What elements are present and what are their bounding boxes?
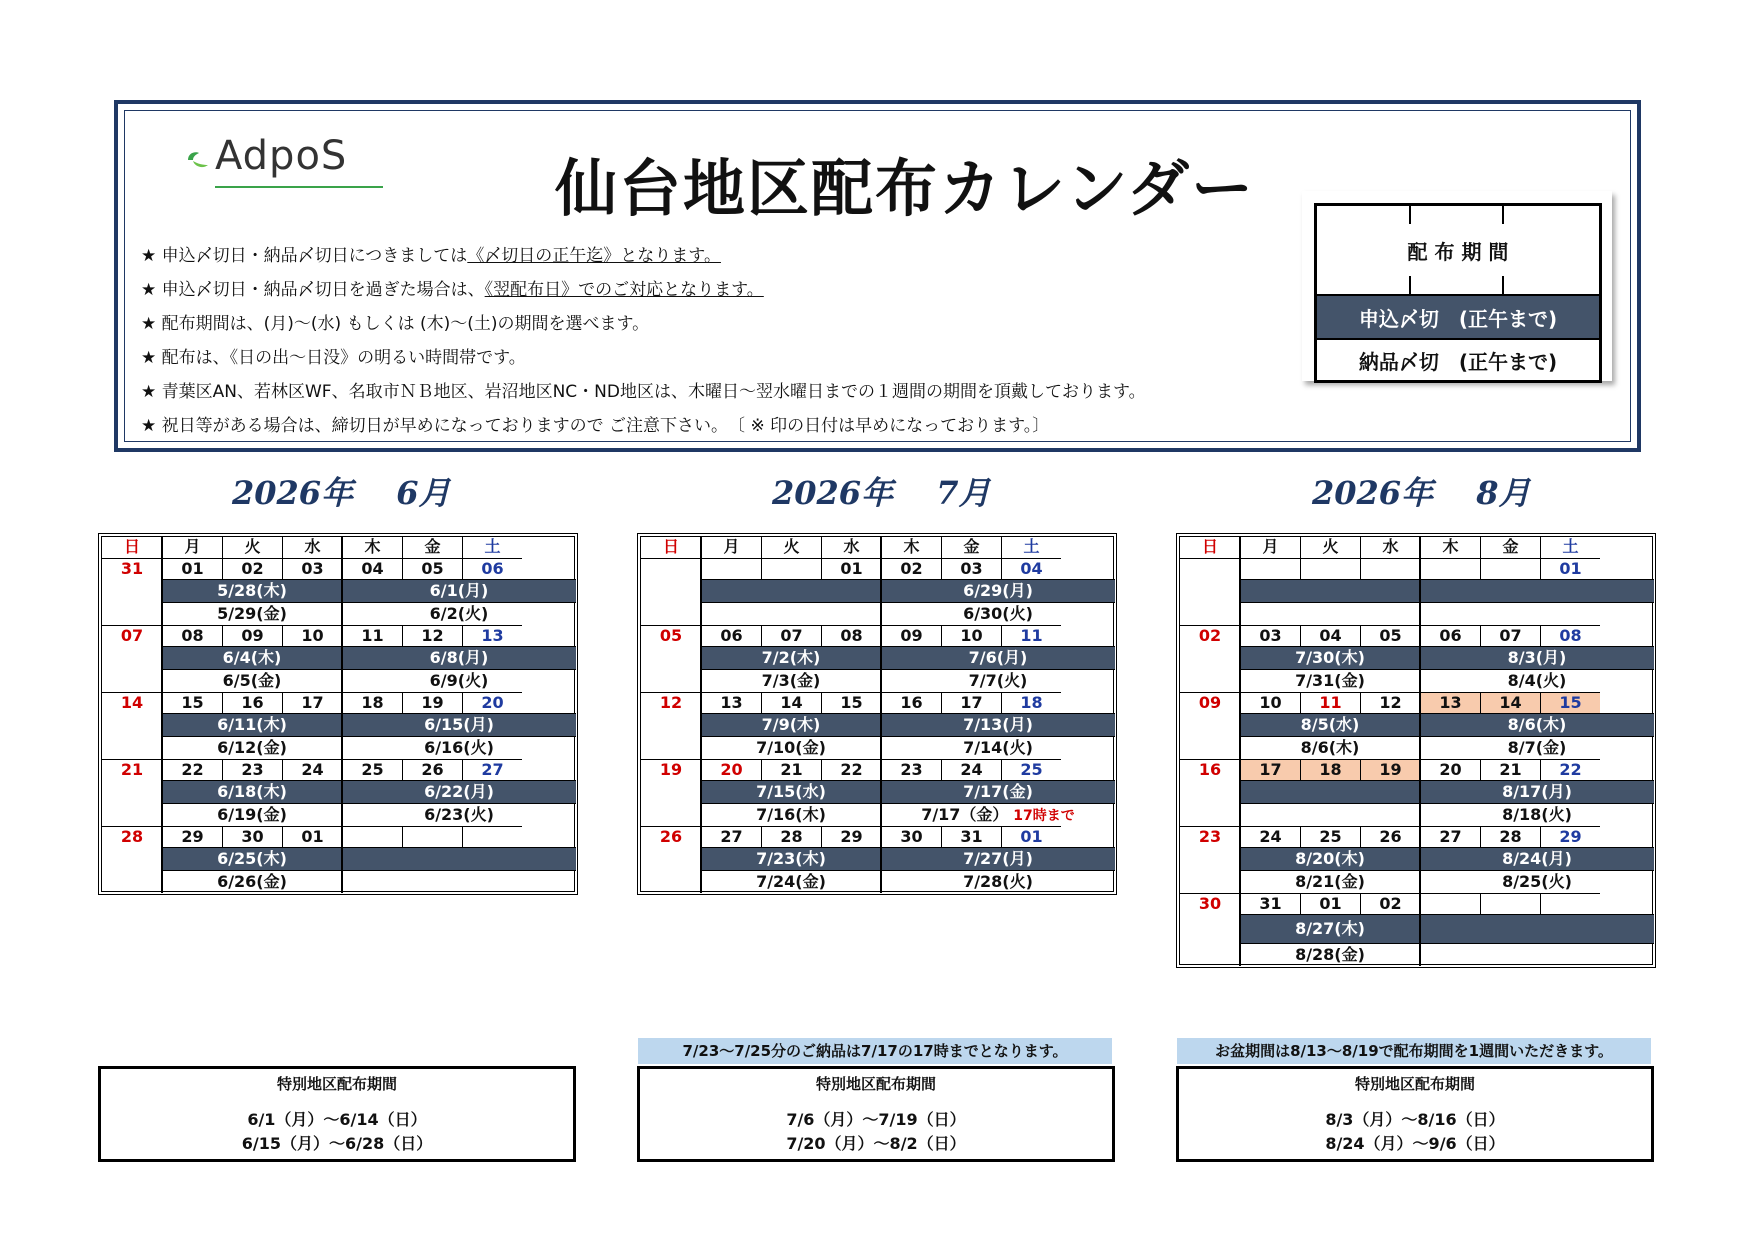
sunday-cell bbox=[641, 625, 701, 692]
day-cell: 10 bbox=[1240, 692, 1300, 713]
day-cell: 14 bbox=[1480, 692, 1540, 713]
day-cell: 10 bbox=[282, 625, 342, 646]
weekday-cell: 水 bbox=[821, 537, 881, 558]
day-cell: 16 bbox=[222, 692, 282, 713]
delivery-deadline-cell: 6/19(金) bbox=[162, 803, 342, 826]
weekday-header bbox=[1180, 537, 1652, 558]
apply-deadline-band: 6/29(月) bbox=[881, 579, 1115, 602]
day-cell: 07 bbox=[1480, 625, 1540, 646]
weekday-cell: 木 bbox=[1420, 537, 1480, 558]
legend-box bbox=[1302, 191, 1612, 381]
day-cell: 25 bbox=[1300, 826, 1360, 847]
weekday-cell: 金 bbox=[1480, 537, 1540, 558]
day-cell: 19 bbox=[402, 692, 462, 713]
day-cell: 26 bbox=[402, 759, 462, 780]
apply-deadline-band: 6/18(木) bbox=[162, 780, 342, 803]
day-cell: 26 bbox=[1360, 826, 1420, 847]
weekday-cell: 水 bbox=[282, 537, 342, 558]
weekday-cell: 金 bbox=[941, 537, 1001, 558]
calendar-july bbox=[637, 533, 1117, 895]
calendar-june bbox=[98, 533, 578, 895]
day-cell: 11 bbox=[1001, 625, 1061, 646]
delivery-deadline-cell: 8/21(金) bbox=[1240, 870, 1420, 893]
apply-deadline-band: 6/15(月) bbox=[342, 713, 576, 736]
column-divider bbox=[1419, 537, 1421, 966]
delivery-deadline-cell: 7/14(火) bbox=[881, 736, 1115, 759]
leaf-logo-icon bbox=[185, 147, 211, 173]
delivery-deadline-cell: 8/4(火) bbox=[1420, 669, 1654, 692]
day-cell: 31 bbox=[1240, 893, 1300, 914]
legend-deliver-deadline: 納品〆切 (正午まで) bbox=[1358, 349, 1558, 374]
apply-deadline-band: 6/1(月) bbox=[342, 579, 576, 602]
day-cell: 18 bbox=[342, 692, 402, 713]
day-cell bbox=[462, 826, 522, 847]
day-cell bbox=[342, 826, 402, 847]
delivery-deadline-cell: 8/28(金) bbox=[1240, 943, 1420, 966]
calendar-grid bbox=[101, 536, 575, 892]
apply-deadline-band bbox=[1240, 579, 1420, 602]
delivery-deadline-cell: 8/6(木) bbox=[1240, 736, 1420, 759]
day-number: 02 bbox=[1198, 626, 1222, 645]
day-number: 23 bbox=[1198, 827, 1222, 846]
column-divider bbox=[161, 537, 163, 893]
weekday-header bbox=[102, 537, 574, 558]
day-cell: 25 bbox=[342, 759, 402, 780]
delivery-deadline-cell: 7/16(木) bbox=[701, 803, 881, 826]
day-number: 31 bbox=[120, 559, 144, 578]
day-cell bbox=[1360, 558, 1420, 579]
day-cell: 25 bbox=[1001, 759, 1061, 780]
apply-deadline-band: 5/28(木) bbox=[162, 579, 342, 602]
day-cell bbox=[1240, 558, 1300, 579]
apply-deadline-band: 7/13(月) bbox=[881, 713, 1115, 736]
delivery-deadline-cell: 5/29(金) bbox=[162, 602, 342, 625]
day-cell: 17 bbox=[282, 692, 342, 713]
weekday-cell: 土 bbox=[462, 537, 522, 558]
day-cell: 03 bbox=[941, 558, 1001, 579]
day-cell: 21 bbox=[1480, 759, 1540, 780]
day-cell bbox=[1420, 558, 1480, 579]
apply-deadline-band: 8/27(木) bbox=[1240, 914, 1420, 943]
day-cell: 01 bbox=[1300, 893, 1360, 914]
special-period-june bbox=[98, 1066, 576, 1162]
page-title: 仙台地区配布カレンダー bbox=[555, 152, 1255, 225]
apply-deadline-band: 7/23(木) bbox=[701, 847, 881, 870]
day-cell: 27 bbox=[462, 759, 522, 780]
day-number: 19 bbox=[659, 760, 683, 779]
note-underlined: 《翌配布日》でのご対応となります。 bbox=[484, 280, 764, 300]
day-cell: 15 bbox=[162, 692, 222, 713]
delivery-deadline-cell bbox=[1420, 602, 1654, 625]
sunday-cell bbox=[1180, 692, 1240, 759]
day-cell: 09 bbox=[222, 625, 282, 646]
day-cell: 17 bbox=[1240, 759, 1300, 780]
sunday-cell bbox=[102, 625, 162, 692]
note-line bbox=[141, 307, 1146, 341]
delivery-deadline-cell: 6/5(金) bbox=[162, 669, 342, 692]
day-cell: 17 bbox=[941, 692, 1001, 713]
day-cell: 21 bbox=[761, 759, 821, 780]
apply-deadline-band bbox=[342, 847, 576, 870]
day-cell bbox=[1480, 558, 1540, 579]
day-number: 16 bbox=[1198, 760, 1222, 779]
note-text: ★ 配布は、《日の出～日没》の明るい時間帯です。 bbox=[141, 348, 526, 368]
weekday-cell: 火 bbox=[1300, 537, 1360, 558]
sunday-cell bbox=[1180, 625, 1240, 692]
delivery-deadline-cell: 7/3(金) bbox=[701, 669, 881, 692]
day-cell: 15 bbox=[1540, 692, 1600, 713]
delivery-deadline-cell: 7/28(火) bbox=[881, 870, 1115, 893]
day-cell: 23 bbox=[881, 759, 941, 780]
apply-deadline-band: 6/22(月) bbox=[342, 780, 576, 803]
day-cell: 08 bbox=[162, 625, 222, 646]
weekday-cell: 木 bbox=[881, 537, 941, 558]
column-divider bbox=[880, 537, 882, 893]
weekday-cell: 水 bbox=[1360, 537, 1420, 558]
apply-deadline-band: 7/9(木) bbox=[701, 713, 881, 736]
day-cell: 07 bbox=[761, 625, 821, 646]
delivery-deadline-cell bbox=[1240, 602, 1420, 625]
calendar-grid bbox=[640, 536, 1114, 892]
logo-underline bbox=[215, 186, 383, 188]
day-cell: 02 bbox=[222, 558, 282, 579]
delivery-deadline-cell: 7/31(金) bbox=[1240, 669, 1420, 692]
apply-deadline-band: 7/6(月) bbox=[881, 646, 1115, 669]
delivery-deadline-cell bbox=[1240, 803, 1420, 826]
weekday-cell: 月 bbox=[1240, 537, 1300, 558]
day-cell bbox=[1480, 893, 1540, 914]
day-cell: 24 bbox=[282, 759, 342, 780]
day-cell: 11 bbox=[1300, 692, 1360, 713]
special-line-2: 7/20（月）～8/2（日） bbox=[786, 1134, 966, 1153]
day-cell: 19 bbox=[1360, 759, 1420, 780]
special-title: 特別地区配布期間 bbox=[1354, 1075, 1475, 1093]
day-cell: 18 bbox=[1300, 759, 1360, 780]
day-cell: 04 bbox=[1001, 558, 1061, 579]
delivery-deadline-cell: 7/7(火) bbox=[881, 669, 1115, 692]
apply-deadline-band: 8/3(月) bbox=[1420, 646, 1654, 669]
sunday-cell bbox=[1180, 759, 1240, 826]
day-cell: 28 bbox=[1480, 826, 1540, 847]
day-number: 28 bbox=[120, 827, 144, 846]
day-cell: 22 bbox=[821, 759, 881, 780]
day-cell: 04 bbox=[1300, 625, 1360, 646]
day-cell: 10 bbox=[941, 625, 1001, 646]
calendar-august bbox=[1176, 533, 1656, 968]
delivery-deadline-cell: 7/17（金） 17時まで bbox=[881, 803, 1115, 826]
day-cell: 11 bbox=[342, 625, 402, 646]
day-cell: 06 bbox=[701, 625, 761, 646]
weekday-cell: 金 bbox=[402, 537, 462, 558]
note-text: ★ 祝日等がある場合は、締切日が早めになっておりますので ご注意下さい。 〔 ※ 印の日付は早めになっております。〕 bbox=[141, 416, 1050, 436]
special-line-1: 8/3（月）～8/16（日） bbox=[1325, 1110, 1505, 1129]
day-cell: 03 bbox=[1240, 625, 1300, 646]
weekday-header bbox=[641, 537, 1113, 558]
special-title: 特別地区配布期間 bbox=[276, 1075, 397, 1093]
note-underlined: 《〆切日の正午迄》となります。 bbox=[467, 246, 721, 266]
delivery-deadline-cell: 6/12(金) bbox=[162, 736, 342, 759]
sunday-cell bbox=[641, 826, 701, 893]
month-title-august: 2026年 8月 bbox=[1312, 474, 1531, 512]
delivery-deadline-cell bbox=[1420, 943, 1654, 966]
day-cell: 22 bbox=[1540, 759, 1600, 780]
day-cell: 29 bbox=[821, 826, 881, 847]
sunday-cell bbox=[641, 692, 701, 759]
day-number: 05 bbox=[659, 626, 683, 645]
delivery-deadline-cell: 7/10(金) bbox=[701, 736, 881, 759]
day-number: 09 bbox=[1198, 693, 1222, 712]
day-cell: 06 bbox=[462, 558, 522, 579]
weekday-cell: 木 bbox=[342, 537, 402, 558]
note-text: ★ 申込〆切日・納品〆切日を過ぎた場合は、 bbox=[141, 280, 485, 300]
apply-deadline-band: 6/8(月) bbox=[342, 646, 576, 669]
note-text: ★ 配布期間は、(月)～(水) もしくは (木)～(土)の期間を選べます。 bbox=[141, 314, 650, 334]
day-cell: 01 bbox=[1001, 826, 1061, 847]
weekday-cell: 日 bbox=[123, 537, 140, 556]
weekday-cell: 土 bbox=[1001, 537, 1061, 558]
note-line bbox=[141, 239, 1146, 273]
calendar-grid bbox=[1179, 536, 1653, 965]
weekday-cell: 日 bbox=[662, 537, 679, 556]
logo-text: AdpoS bbox=[215, 133, 348, 179]
day-cell: 29 bbox=[1540, 826, 1600, 847]
day-number: 14 bbox=[120, 693, 144, 712]
day-cell: 08 bbox=[821, 625, 881, 646]
apply-deadline-band: 8/17(月) bbox=[1420, 780, 1654, 803]
special-line-2: 8/24（月）～9/6（日） bbox=[1325, 1134, 1505, 1153]
weekday-cell: 土 bbox=[1540, 537, 1600, 558]
day-cell: 01 bbox=[1540, 558, 1600, 579]
apply-deadline-band: 8/6(木) bbox=[1420, 713, 1654, 736]
day-cell: 16 bbox=[881, 692, 941, 713]
day-cell: 05 bbox=[1360, 625, 1420, 646]
delivery-deadline-cell: 8/25(火) bbox=[1420, 870, 1654, 893]
day-number: 26 bbox=[659, 827, 683, 846]
apply-deadline-band: 7/15(水) bbox=[701, 780, 881, 803]
day-cell: 20 bbox=[701, 759, 761, 780]
day-cell: 02 bbox=[1360, 893, 1420, 914]
special-title: 特別地区配布期間 bbox=[815, 1075, 936, 1093]
weekday-cell: 月 bbox=[701, 537, 761, 558]
sunday-cell bbox=[102, 759, 162, 826]
legend-apply-deadline: 申込〆切 (正午まで) bbox=[1317, 294, 1599, 340]
delivery-deadline-cell: 6/26(金) bbox=[162, 870, 342, 893]
day-cell bbox=[1540, 893, 1600, 914]
apply-deadline-band: 7/2(木) bbox=[701, 646, 881, 669]
note-line bbox=[141, 375, 1146, 409]
special-line-2: 6/15（月）～6/28（日） bbox=[241, 1134, 433, 1153]
special-period-july bbox=[637, 1066, 1115, 1162]
day-number: 12 bbox=[659, 693, 683, 712]
day-cell: 06 bbox=[1420, 625, 1480, 646]
sunday-cell bbox=[1180, 826, 1240, 893]
day-cell bbox=[701, 558, 761, 579]
time-limit-note: 17時まで bbox=[1008, 808, 1075, 824]
day-number: 07 bbox=[120, 626, 144, 645]
apply-deadline-band bbox=[1420, 579, 1654, 602]
day-cell: 18 bbox=[1001, 692, 1061, 713]
day-cell: 12 bbox=[402, 625, 462, 646]
apply-deadline-band: 7/17(金) bbox=[881, 780, 1115, 803]
day-cell: 09 bbox=[881, 625, 941, 646]
day-cell: 13 bbox=[701, 692, 761, 713]
notes-list bbox=[141, 239, 1146, 443]
day-cell: 28 bbox=[761, 826, 821, 847]
day-cell: 24 bbox=[941, 759, 1001, 780]
legend-period: 配 布 期 間 bbox=[1407, 239, 1509, 264]
note-text: ★ 青葉区AN、若林区WF、名取市ＮＢ地区、岩沼地区NC・ND地区は、木曜日～翌水曜日までの１週間の期間を頂戴しております。 bbox=[141, 382, 1146, 402]
day-cell: 02 bbox=[881, 558, 941, 579]
day-cell: 22 bbox=[162, 759, 222, 780]
apply-deadline-band: 8/20(木) bbox=[1240, 847, 1420, 870]
day-cell: 03 bbox=[282, 558, 342, 579]
note-text: ★ 申込〆切日・納品〆切日につきましては bbox=[141, 246, 468, 266]
day-cell: 24 bbox=[1240, 826, 1300, 847]
column-divider bbox=[1239, 537, 1241, 966]
day-cell bbox=[402, 826, 462, 847]
apply-deadline-band bbox=[1240, 780, 1420, 803]
apply-deadline-band: 8/24(月) bbox=[1420, 847, 1654, 870]
special-line-1: 6/1（月）～6/14（日） bbox=[247, 1110, 427, 1129]
day-cell: 14 bbox=[761, 692, 821, 713]
day-cell: 12 bbox=[1360, 692, 1420, 713]
day-cell: 20 bbox=[1420, 759, 1480, 780]
delivery-deadline-cell: 8/18(火) bbox=[1420, 803, 1654, 826]
day-cell: 04 bbox=[342, 558, 402, 579]
august-notice-banner: お盆期間は8/13～8/19で配布期間を1週間いただきます。 bbox=[1177, 1038, 1651, 1064]
day-cell: 01 bbox=[162, 558, 222, 579]
note-line bbox=[141, 341, 1146, 375]
month-title-june: 2026年 6月 bbox=[232, 474, 451, 512]
day-cell: 13 bbox=[462, 625, 522, 646]
day-cell bbox=[761, 558, 821, 579]
apply-deadline-band: 6/4(木) bbox=[162, 646, 342, 669]
delivery-deadline-cell: 7/24(金) bbox=[701, 870, 881, 893]
delivery-deadline-cell bbox=[701, 602, 881, 625]
july-notice-banner: 7/23～7/25分のご納品は7/17の17時までとなります。 bbox=[638, 1038, 1112, 1064]
apply-deadline-band bbox=[701, 579, 881, 602]
delivery-deadline-cell: 6/16(火) bbox=[342, 736, 576, 759]
header-panel bbox=[114, 100, 1641, 452]
apply-deadline-band bbox=[1420, 914, 1654, 943]
day-cell: 05 bbox=[402, 558, 462, 579]
day-cell: 01 bbox=[821, 558, 881, 579]
day-cell bbox=[1300, 558, 1360, 579]
apply-deadline-band: 7/30(木) bbox=[1240, 646, 1420, 669]
sunday-cell bbox=[641, 759, 701, 826]
special-period-august bbox=[1176, 1066, 1654, 1162]
sunday-cell bbox=[102, 826, 162, 893]
day-cell: 20 bbox=[462, 692, 522, 713]
day-number: 21 bbox=[120, 760, 144, 779]
sunday-cell bbox=[102, 692, 162, 759]
delivery-deadline-cell bbox=[342, 870, 576, 893]
month-title-july: 2026年 7月 bbox=[772, 474, 991, 512]
weekday-cell: 火 bbox=[761, 537, 821, 558]
note-line bbox=[141, 409, 1146, 443]
apply-deadline-band: 8/5(水) bbox=[1240, 713, 1420, 736]
delivery-deadline-cell: 6/30(火) bbox=[881, 602, 1115, 625]
day-cell: 23 bbox=[222, 759, 282, 780]
delivery-deadline-cell: 6/23(火) bbox=[342, 803, 576, 826]
day-cell: 01 bbox=[282, 826, 342, 847]
delivery-deadline-cell: 6/2(火) bbox=[342, 602, 576, 625]
apply-deadline-band: 6/25(木) bbox=[162, 847, 342, 870]
sunday-cell bbox=[1180, 893, 1240, 966]
day-cell: 27 bbox=[1420, 826, 1480, 847]
delivery-deadline-cell: 6/9(火) bbox=[342, 669, 576, 692]
column-divider bbox=[341, 537, 343, 893]
day-cell: 30 bbox=[222, 826, 282, 847]
weekday-cell: 日 bbox=[1201, 537, 1218, 556]
day-cell: 13 bbox=[1420, 692, 1480, 713]
apply-deadline-band: 7/27(月) bbox=[881, 847, 1115, 870]
apply-deadline-band: 6/11(木) bbox=[162, 713, 342, 736]
day-cell: 30 bbox=[881, 826, 941, 847]
day-number: 30 bbox=[1198, 894, 1222, 913]
day-cell: 15 bbox=[821, 692, 881, 713]
day-cell: 08 bbox=[1540, 625, 1600, 646]
sunday-cell bbox=[102, 558, 162, 625]
day-cell: 29 bbox=[162, 826, 222, 847]
column-divider bbox=[700, 537, 702, 893]
delivery-deadline-cell: 8/7(金) bbox=[1420, 736, 1654, 759]
sunday-cell bbox=[641, 558, 701, 625]
note-line bbox=[141, 273, 1146, 307]
sunday-cell bbox=[1180, 558, 1240, 625]
day-cell: 31 bbox=[941, 826, 1001, 847]
day-cell: 27 bbox=[701, 826, 761, 847]
weekday-cell: 火 bbox=[222, 537, 282, 558]
weekday-cell: 月 bbox=[162, 537, 222, 558]
day-cell bbox=[1420, 893, 1480, 914]
special-line-1: 7/6（月）～7/19（日） bbox=[786, 1110, 966, 1129]
